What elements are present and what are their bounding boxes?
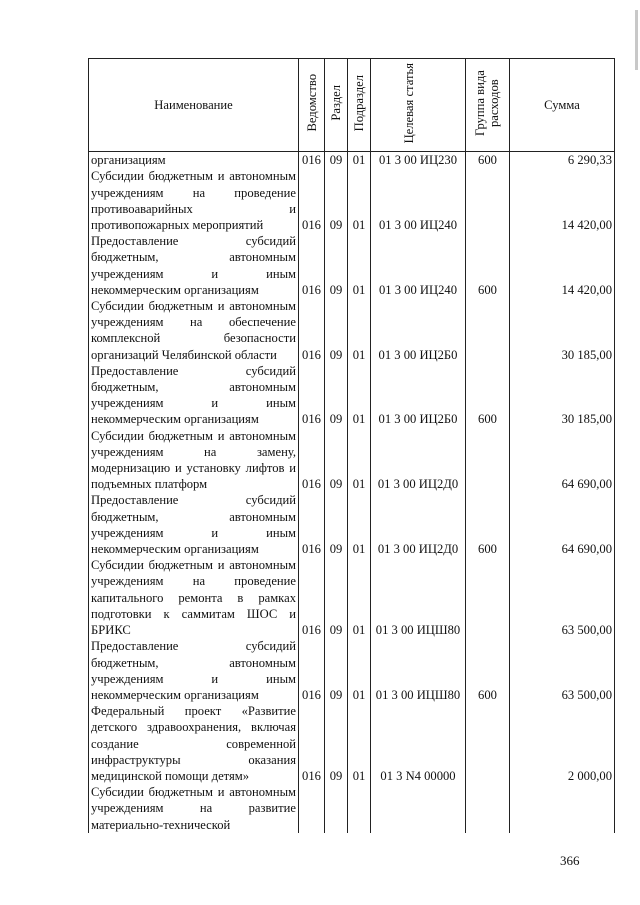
cell-expense-group xyxy=(466,557,510,638)
cell-target: 01 3 00 ИЦ2Б0 xyxy=(371,363,466,428)
cell-target: 01 3 00 ИЦ230 xyxy=(371,152,466,169)
cell-section: 09 xyxy=(325,428,348,493)
table-row xyxy=(89,233,615,298)
header-name: Наименование xyxy=(89,59,299,152)
cell-sum: 63 500,00 xyxy=(510,557,615,638)
cell-section: 09 xyxy=(325,363,348,428)
cell-dept: 016 xyxy=(299,428,325,493)
table-row xyxy=(89,428,615,493)
cell-dept: 016 xyxy=(299,363,325,428)
table-row xyxy=(89,363,615,428)
cell-section xyxy=(325,784,348,833)
cell-sum: 30 185,00 xyxy=(510,363,615,428)
cell-dept: 016 xyxy=(299,557,325,638)
cell-expense-group xyxy=(466,428,510,493)
cell-dept: 016 xyxy=(299,233,325,298)
cell-name: Предоставление субсидий бюджетным, автономным учреждениям и иным некоммерческим организациям xyxy=(89,363,299,428)
cell-name: Субсидии бюджетным и автономным учреждениям на проведение противоаварийных и противопожарных мероприятий xyxy=(89,168,299,233)
cell-sum: 14 420,00 xyxy=(510,168,615,233)
cell-expense-group: 600 xyxy=(466,363,510,428)
cell-sum xyxy=(510,784,615,833)
cell-sum: 30 185,00 xyxy=(510,298,615,363)
cell-target: 01 3 00 ИЦ240 xyxy=(371,233,466,298)
cell-subsection: 01 xyxy=(348,703,371,784)
table-row xyxy=(89,703,615,784)
cell-sum: 14 420,00 xyxy=(510,233,615,298)
table-header xyxy=(89,59,615,152)
cell-expense-group xyxy=(466,298,510,363)
table-row xyxy=(89,168,615,233)
cell-target: 01 3 00 ИЦ2Д0 xyxy=(371,428,466,493)
table-row xyxy=(89,638,615,703)
table-row xyxy=(89,784,615,833)
table-row xyxy=(89,492,615,557)
cell-expense-group xyxy=(466,703,510,784)
page-edge-mark xyxy=(635,10,638,70)
cell-dept: 016 xyxy=(299,703,325,784)
cell-name: Предоставление субсидий бюджетным, автономным учреждениям и иным некоммерческим организациям xyxy=(89,492,299,557)
cell-sum: 64 690,00 xyxy=(510,428,615,493)
cell-name: Субсидии бюджетным и автономным учреждениям на проведение капитального ремонта в рамках подготовки к саммитам ШОС и БРИКС xyxy=(89,557,299,638)
table-row xyxy=(89,152,615,169)
cell-name: Субсидии бюджетным и автономным учреждениям на обеспечение комплексной безопасности организаций Челябинской области xyxy=(89,298,299,363)
budget-table xyxy=(88,58,615,833)
cell-subsection: 01 xyxy=(348,298,371,363)
cell-section: 09 xyxy=(325,168,348,233)
cell-name: Федеральный проект «Развитие детского здравоохранения, включая создание современной инфраструктуры оказания медицинской помощи детям» xyxy=(89,703,299,784)
cell-section: 09 xyxy=(325,638,348,703)
cell-expense-group: 600 xyxy=(466,638,510,703)
cell-section: 09 xyxy=(325,152,348,169)
cell-expense-group xyxy=(466,784,510,833)
cell-name: Субсидии бюджетным и автономным учреждениям на развитие материально-технической xyxy=(89,784,299,833)
cell-subsection: 01 xyxy=(348,638,371,703)
cell-section: 09 xyxy=(325,703,348,784)
cell-sum: 64 690,00 xyxy=(510,492,615,557)
cell-dept: 016 xyxy=(299,638,325,703)
cell-subsection: 01 xyxy=(348,233,371,298)
cell-dept: 016 xyxy=(299,492,325,557)
cell-subsection: 01 xyxy=(348,152,371,169)
cell-dept: 016 xyxy=(299,152,325,169)
cell-dept: 016 xyxy=(299,168,325,233)
cell-section: 09 xyxy=(325,557,348,638)
header-section: Раздел xyxy=(329,85,343,121)
cell-subsection xyxy=(348,784,371,833)
cell-dept: 016 xyxy=(299,298,325,363)
header-target: Целевая статья xyxy=(402,62,416,144)
cell-expense-group: 600 xyxy=(466,492,510,557)
cell-sum: 2 000,00 xyxy=(510,703,615,784)
cell-name: Предоставление субсидий бюджетным, автономным учреждениям и иным некоммерческим организациям xyxy=(89,233,299,298)
cell-subsection: 01 xyxy=(348,168,371,233)
cell-subsection: 01 xyxy=(348,492,371,557)
cell-subsection: 01 xyxy=(348,428,371,493)
cell-dept xyxy=(299,784,325,833)
cell-target: 01 3 00 ИЦШ80 xyxy=(371,557,466,638)
table-row xyxy=(89,298,615,363)
header-subsection: Подраздел xyxy=(352,74,366,132)
cell-section: 09 xyxy=(325,492,348,557)
cell-sum: 63 500,00 xyxy=(510,638,615,703)
cell-section: 09 xyxy=(325,233,348,298)
cell-target: 01 3 00 ИЦ2Д0 xyxy=(371,492,466,557)
cell-target: 01 3 N4 00000 xyxy=(371,703,466,784)
header-dept: Ведомство xyxy=(304,74,319,132)
cell-sum: 6 290,33 xyxy=(510,152,615,169)
cell-expense-group xyxy=(466,168,510,233)
cell-target xyxy=(371,784,466,833)
cell-subsection: 01 xyxy=(348,363,371,428)
cell-name: Субсидии бюджетным и автономным учреждениям на замену, модернизацию и установку лифтов и подъемных платформ xyxy=(89,428,299,493)
cell-name: организациям xyxy=(89,152,299,169)
cell-name: Предоставление субсидий бюджетным, автономным учреждениям и иным некоммерческим организациям xyxy=(89,638,299,703)
table-row xyxy=(89,557,615,638)
cell-target: 01 3 00 ИЦ240 xyxy=(371,168,466,233)
cell-target: 01 3 00 ИЦШ80 xyxy=(371,638,466,703)
cell-target: 01 3 00 ИЦ2Б0 xyxy=(371,298,466,363)
page-number: 366 xyxy=(560,853,580,868)
cell-expense-group: 600 xyxy=(466,233,510,298)
header-expense-group: Группа вида расходов xyxy=(472,70,501,136)
table-body xyxy=(89,152,615,833)
cell-expense-group: 600 xyxy=(466,152,510,169)
cell-subsection: 01 xyxy=(348,557,371,638)
header-sum: Сумма xyxy=(510,59,615,152)
cell-section: 09 xyxy=(325,298,348,363)
